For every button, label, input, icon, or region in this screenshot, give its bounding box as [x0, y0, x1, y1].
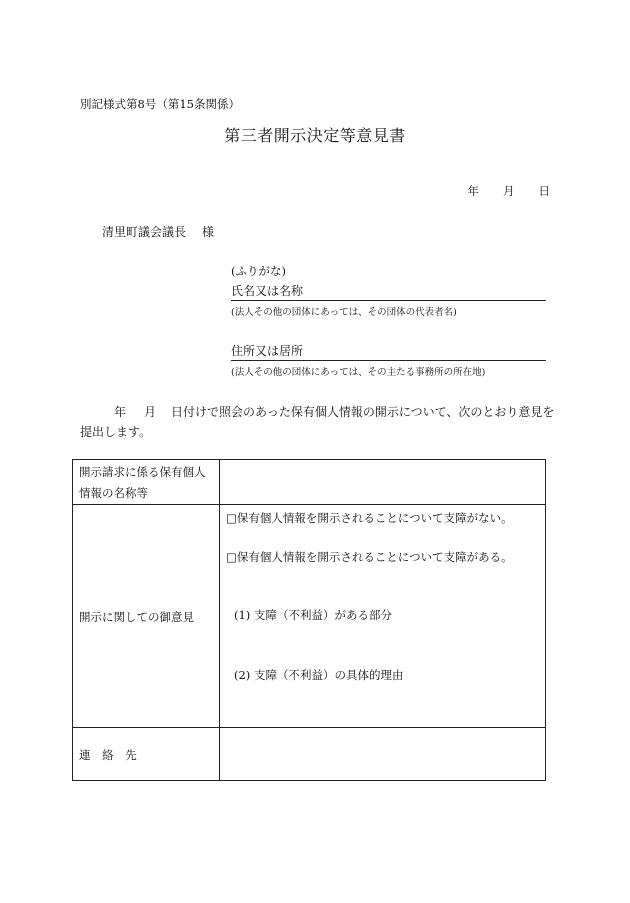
contact-cell[interactable]: [220, 728, 546, 781]
option-issue[interactable]: □保有個人情報を開示されることについて支障がある。: [226, 550, 513, 564]
problem-part-item: (1) 支障（不利益）がある部分: [234, 608, 392, 622]
date-day-label: 日: [538, 184, 550, 198]
addressee-honorific: 様: [202, 225, 215, 239]
date-line: [468, 183, 551, 199]
date-year-label: 年: [467, 184, 479, 198]
table-row: [73, 728, 546, 781]
opinion-table: [72, 459, 546, 781]
info-name-cell[interactable]: [220, 460, 546, 505]
contact-label: 連 絡 先: [73, 728, 220, 781]
form-number: 別記様式第8号（第15条関係）: [80, 97, 240, 111]
address-field[interactable]: [231, 342, 546, 361]
opinion-cell[interactable]: [220, 505, 546, 728]
addressee: [102, 223, 214, 240]
furigana-label: (ふりがな): [231, 264, 286, 278]
table-row: [73, 505, 546, 728]
name-field[interactable]: [231, 282, 546, 301]
table-row: [73, 460, 546, 505]
address-note: (法人その他の団体にあっては、その主たる事務所の所在地): [231, 367, 486, 378]
opinion-label: 開示に関しての御意見: [73, 505, 220, 728]
statement-paragraph: [80, 402, 558, 442]
document-title: 第三者開示決定等意見書: [224, 126, 406, 145]
statement-text: 日付けで照会のあった保有個人情報の開示について、次のとおり意見を提出します。: [80, 405, 555, 439]
option-no-issue[interactable]: □保有個人情報を開示されることについて支障がない。: [226, 511, 513, 525]
date-month-label: 月: [503, 184, 515, 198]
problem-reason-item: (2) 支障（不利益）の具体的理由: [234, 668, 404, 682]
addressee-name: 清里町議会議長: [102, 225, 187, 239]
name-field-label: 氏名又は名称: [231, 284, 304, 298]
info-name-label: 開示請求に係る保有個人情報の名称等: [73, 460, 220, 505]
statement-year: 年: [114, 405, 127, 419]
statement-month: 月: [144, 405, 157, 419]
address-field-label: 住所又は居所: [231, 344, 304, 358]
name-note: (法人その他の団体にあっては、その団体の代表者名): [231, 307, 457, 318]
